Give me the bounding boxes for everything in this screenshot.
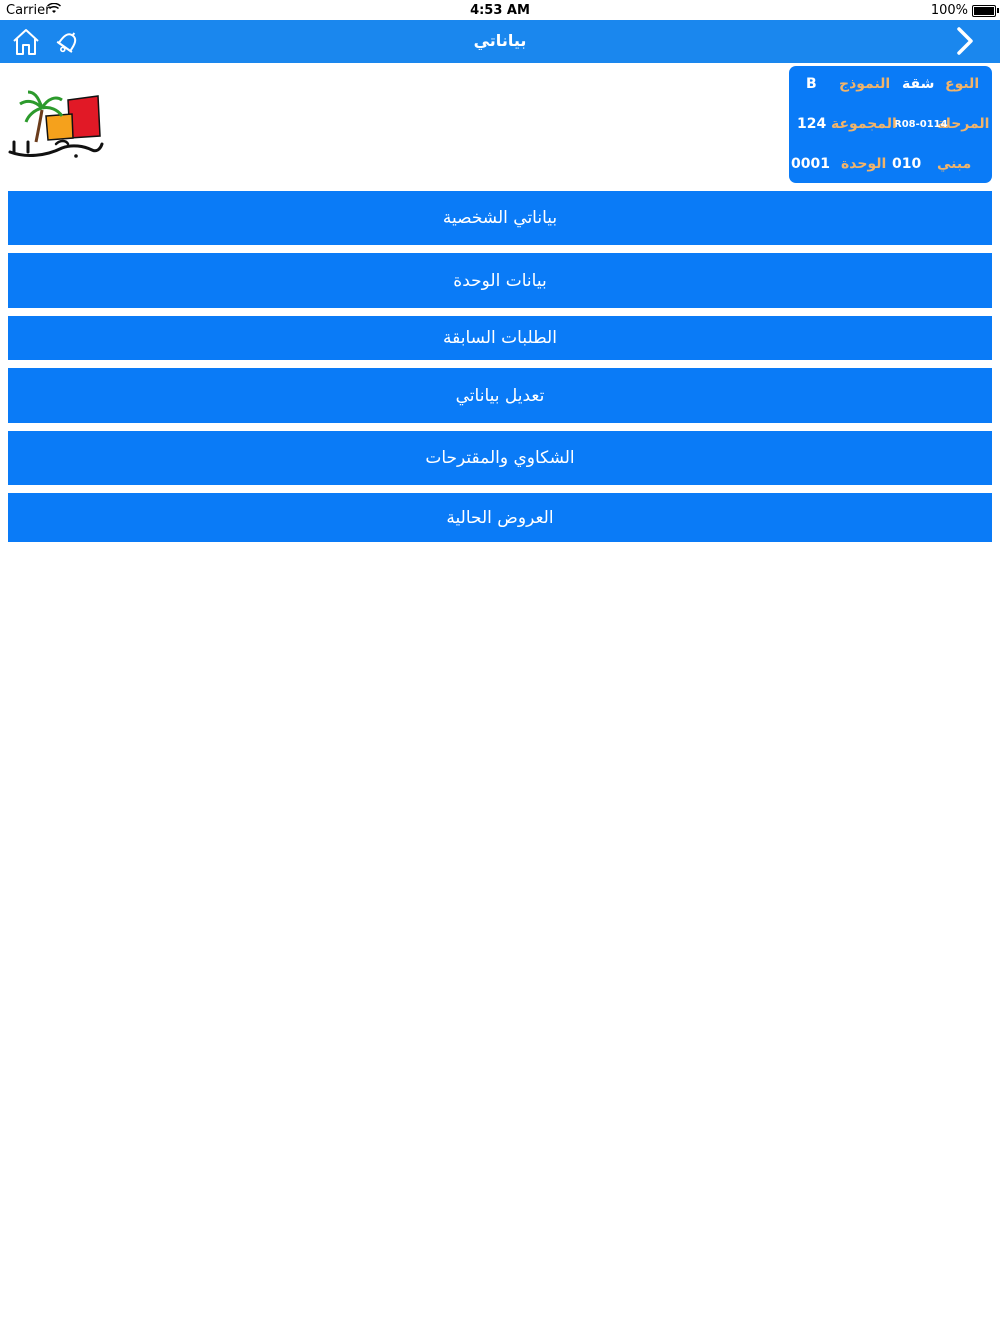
- complaints-suggestions-label: الشكاوي والمقترحات: [425, 448, 575, 468]
- status-time: 4:53 AM: [470, 3, 530, 18]
- personal-data-label: بياناتي الشخصية: [442, 208, 558, 228]
- personal-data-button[interactable]: [8, 191, 992, 245]
- phase-value: R08-0114: [894, 119, 948, 130]
- group-value: 124: [797, 116, 827, 132]
- unit-info-panel: [789, 66, 992, 183]
- status-bar: [0, 0, 1000, 20]
- battery-icon: [972, 5, 996, 17]
- phase-label: المرحلة: [937, 116, 990, 132]
- previous-requests-button[interactable]: [8, 316, 992, 360]
- navigation-bar: [0, 20, 1000, 63]
- current-offers-label: العروض الحالية: [446, 507, 554, 528]
- unit-value: 0001: [791, 156, 830, 172]
- edit-my-data-label: تعديل بياناتي: [455, 385, 545, 406]
- page-title: بياناتي: [473, 31, 527, 50]
- current-offers-button[interactable]: [8, 493, 992, 542]
- building-label: مبني: [937, 156, 972, 172]
- building-value: 010: [892, 156, 922, 172]
- logo: [6, 86, 106, 162]
- chevron-right-icon[interactable]: [954, 25, 986, 57]
- complaints-suggestions-button[interactable]: [8, 431, 992, 485]
- unit-data-button[interactable]: [8, 253, 992, 308]
- group-label: المجموعة: [831, 116, 897, 132]
- battery-percent: 100%: [930, 3, 968, 18]
- unit-data-label: بيانات الوحدة: [453, 270, 547, 291]
- model-label: النموذج: [839, 76, 891, 92]
- type-label: النوع: [945, 76, 980, 92]
- previous-requests-label: الطلبات السابقة: [443, 328, 557, 348]
- battery-cap: [997, 8, 999, 13]
- edit-my-data-button[interactable]: [8, 368, 992, 423]
- unit-label: الوحدة: [841, 156, 887, 172]
- model-value: B: [806, 76, 817, 92]
- type-value: شقة: [902, 76, 935, 92]
- carrier-label: Carrier: [6, 3, 51, 18]
